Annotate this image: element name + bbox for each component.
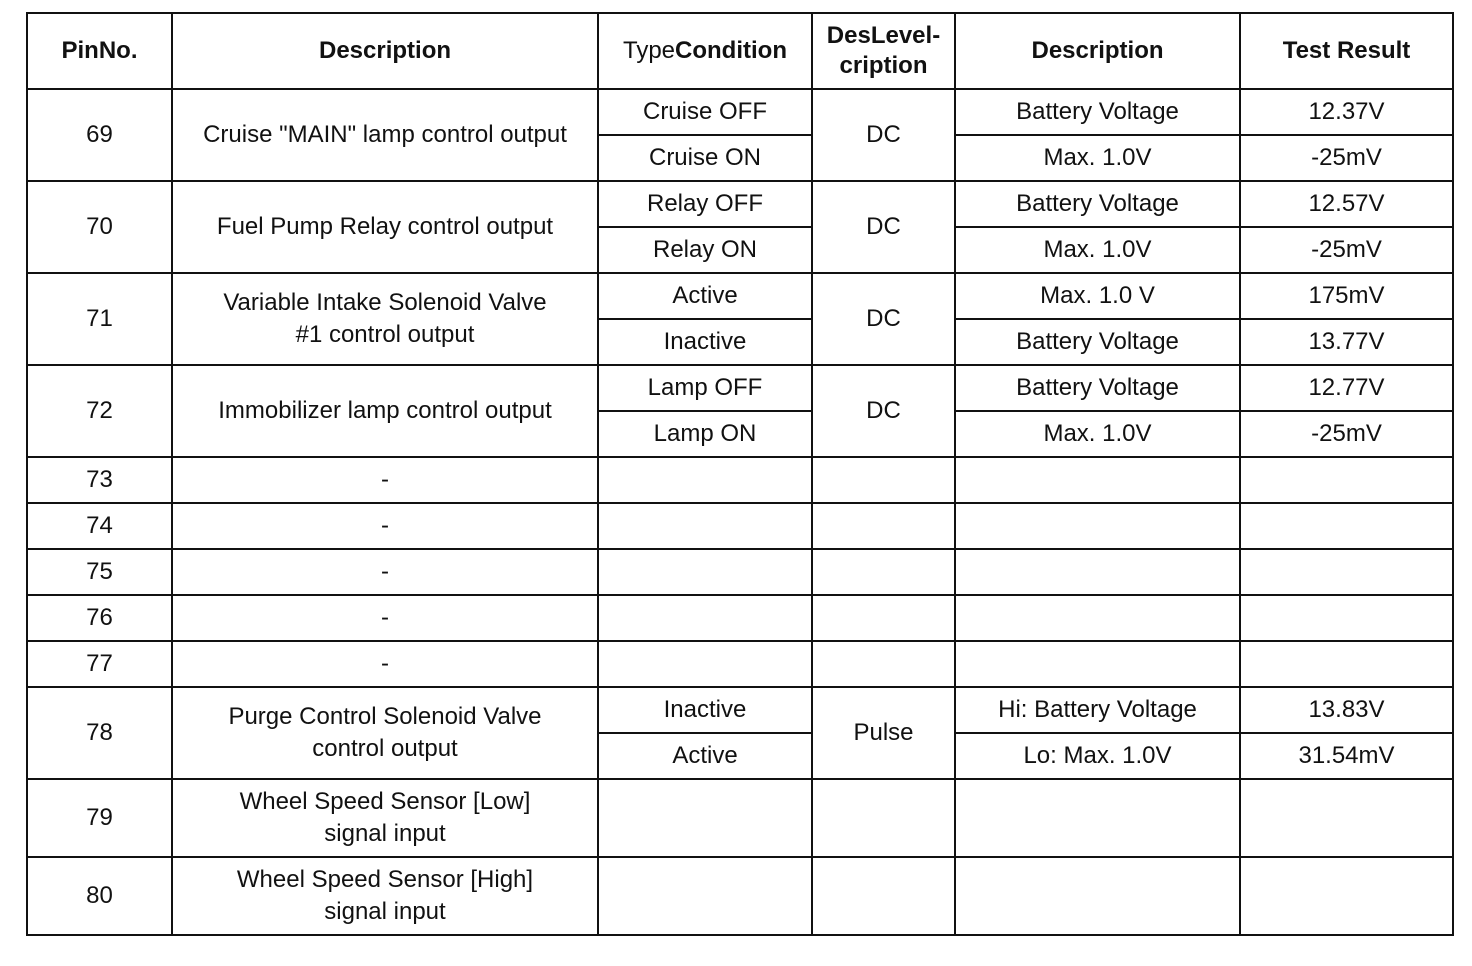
condition-cell: Relay OFF [598, 181, 812, 227]
table-row [27, 595, 1453, 641]
value-cell: Max. 1.0 V [955, 273, 1240, 319]
pin-number: 73 [27, 457, 172, 503]
condition-cell: Lamp ON [598, 411, 812, 457]
condition-cell: Inactive [598, 319, 812, 365]
pin-description: Fuel Pump Relay control output [172, 181, 598, 273]
header-level [812, 13, 955, 89]
result-cell: 31.54mV [1240, 733, 1453, 779]
result-cell [1240, 549, 1453, 595]
result-cell: 13.77V [1240, 319, 1453, 365]
header-description-2: Description [955, 13, 1240, 89]
level-cell [812, 549, 955, 595]
level-cell [812, 595, 955, 641]
table-row [27, 687, 1453, 733]
value-cell: Hi: Battery Voltage [955, 687, 1240, 733]
result-cell: -25mV [1240, 411, 1453, 457]
result-cell [1240, 641, 1453, 687]
pin-description-line2: signal input [324, 820, 446, 847]
value-cell: Battery Voltage [955, 365, 1240, 411]
pin-description-line1: Purge Control Solenoid Valve [228, 703, 542, 730]
table-row [27, 641, 1453, 687]
header-type-condition [598, 13, 812, 89]
value-cell [955, 503, 1240, 549]
value-cell [955, 857, 1240, 935]
table-row [27, 857, 1453, 935]
result-cell [1240, 857, 1453, 935]
condition-cell: Active [598, 733, 812, 779]
condition-cell: Cruise ON [598, 135, 812, 181]
pin-description [172, 857, 598, 935]
value-cell [955, 779, 1240, 857]
header-level-line1: DesLevel- [826, 22, 941, 49]
level-cell: DC [812, 273, 955, 365]
level-cell [812, 779, 955, 857]
pin-description-line1: Wheel Speed Sensor [Low] [239, 788, 531, 815]
pin-number: 77 [27, 641, 172, 687]
table-row [27, 779, 1453, 857]
pin-table-container [26, 12, 1454, 936]
condition-cell: Active [598, 273, 812, 319]
level-cell: Pulse [812, 687, 955, 779]
value-cell: Max. 1.0V [955, 135, 1240, 181]
result-cell: 12.57V [1240, 181, 1453, 227]
condition-cell [598, 457, 812, 503]
header-test-result: Test Result [1240, 13, 1453, 89]
value-cell [955, 595, 1240, 641]
header-description: Description [172, 13, 598, 89]
result-cell: 12.77V [1240, 365, 1453, 411]
condition-cell: Relay ON [598, 227, 812, 273]
level-cell [812, 641, 955, 687]
header-condition-label: Condition [675, 37, 787, 64]
condition-cell [598, 503, 812, 549]
condition-cell [598, 779, 812, 857]
pin-description: - [172, 549, 598, 595]
pin-description-line2: signal input [324, 898, 446, 925]
level-cell [812, 457, 955, 503]
condition-cell: Inactive [598, 687, 812, 733]
pin-table [26, 12, 1454, 936]
pin-description-line2: #1 control output [295, 321, 475, 348]
header-level-line2: cription [839, 52, 928, 79]
condition-cell [598, 641, 812, 687]
result-cell [1240, 457, 1453, 503]
table-row [27, 273, 1453, 319]
pin-description-line1: Variable Intake Solenoid Valve [223, 289, 547, 316]
pin-number: 75 [27, 549, 172, 595]
pin-description: Immobilizer lamp control output [172, 365, 598, 457]
pin-description: Cruise "MAIN" lamp control output [172, 89, 598, 181]
header-row [27, 13, 1453, 89]
pin-description: - [172, 595, 598, 641]
condition-cell: Lamp OFF [598, 365, 812, 411]
value-cell: Max. 1.0V [955, 227, 1240, 273]
table-row [27, 181, 1453, 227]
pin-description-line2: control output [312, 735, 458, 762]
header-pin-no: PinNo. [27, 13, 172, 89]
level-cell: DC [812, 89, 955, 181]
pin-number: 78 [27, 687, 172, 779]
value-cell [955, 457, 1240, 503]
value-cell: Battery Voltage [955, 89, 1240, 135]
result-cell: 13.83V [1240, 687, 1453, 733]
pin-number: 80 [27, 857, 172, 935]
pin-number: 71 [27, 273, 172, 365]
condition-cell: Cruise OFF [598, 89, 812, 135]
value-cell: Battery Voltage [955, 319, 1240, 365]
pin-number: 69 [27, 89, 172, 181]
value-cell [955, 641, 1240, 687]
table-row [27, 503, 1453, 549]
result-cell [1240, 595, 1453, 641]
result-cell [1240, 779, 1453, 857]
pin-number: 72 [27, 365, 172, 457]
result-cell: -25mV [1240, 135, 1453, 181]
level-cell [812, 503, 955, 549]
header-type-label: Type [623, 37, 676, 64]
pin-description: - [172, 457, 598, 503]
table-row [27, 89, 1453, 135]
pin-description [172, 779, 598, 857]
result-cell: -25mV [1240, 227, 1453, 273]
pin-number: 79 [27, 779, 172, 857]
level-cell: DC [812, 365, 955, 457]
pin-description-line1: Wheel Speed Sensor [High] [236, 866, 534, 893]
value-cell: Battery Voltage [955, 181, 1240, 227]
table-row [27, 549, 1453, 595]
condition-cell [598, 549, 812, 595]
pin-description: - [172, 641, 598, 687]
condition-cell [598, 595, 812, 641]
pin-description: - [172, 503, 598, 549]
pin-number: 70 [27, 181, 172, 273]
level-cell: DC [812, 181, 955, 273]
result-cell [1240, 503, 1453, 549]
pin-number: 76 [27, 595, 172, 641]
value-cell [955, 549, 1240, 595]
result-cell: 175mV [1240, 273, 1453, 319]
table-row [27, 457, 1453, 503]
table-row [27, 365, 1453, 411]
level-cell [812, 857, 955, 935]
pin-number: 74 [27, 503, 172, 549]
value-cell: Max. 1.0V [955, 411, 1240, 457]
value-cell: Lo: Max. 1.0V [955, 733, 1240, 779]
condition-cell [598, 857, 812, 935]
result-cell: 12.37V [1240, 89, 1453, 135]
pin-description [172, 687, 598, 779]
pin-description [172, 273, 598, 365]
